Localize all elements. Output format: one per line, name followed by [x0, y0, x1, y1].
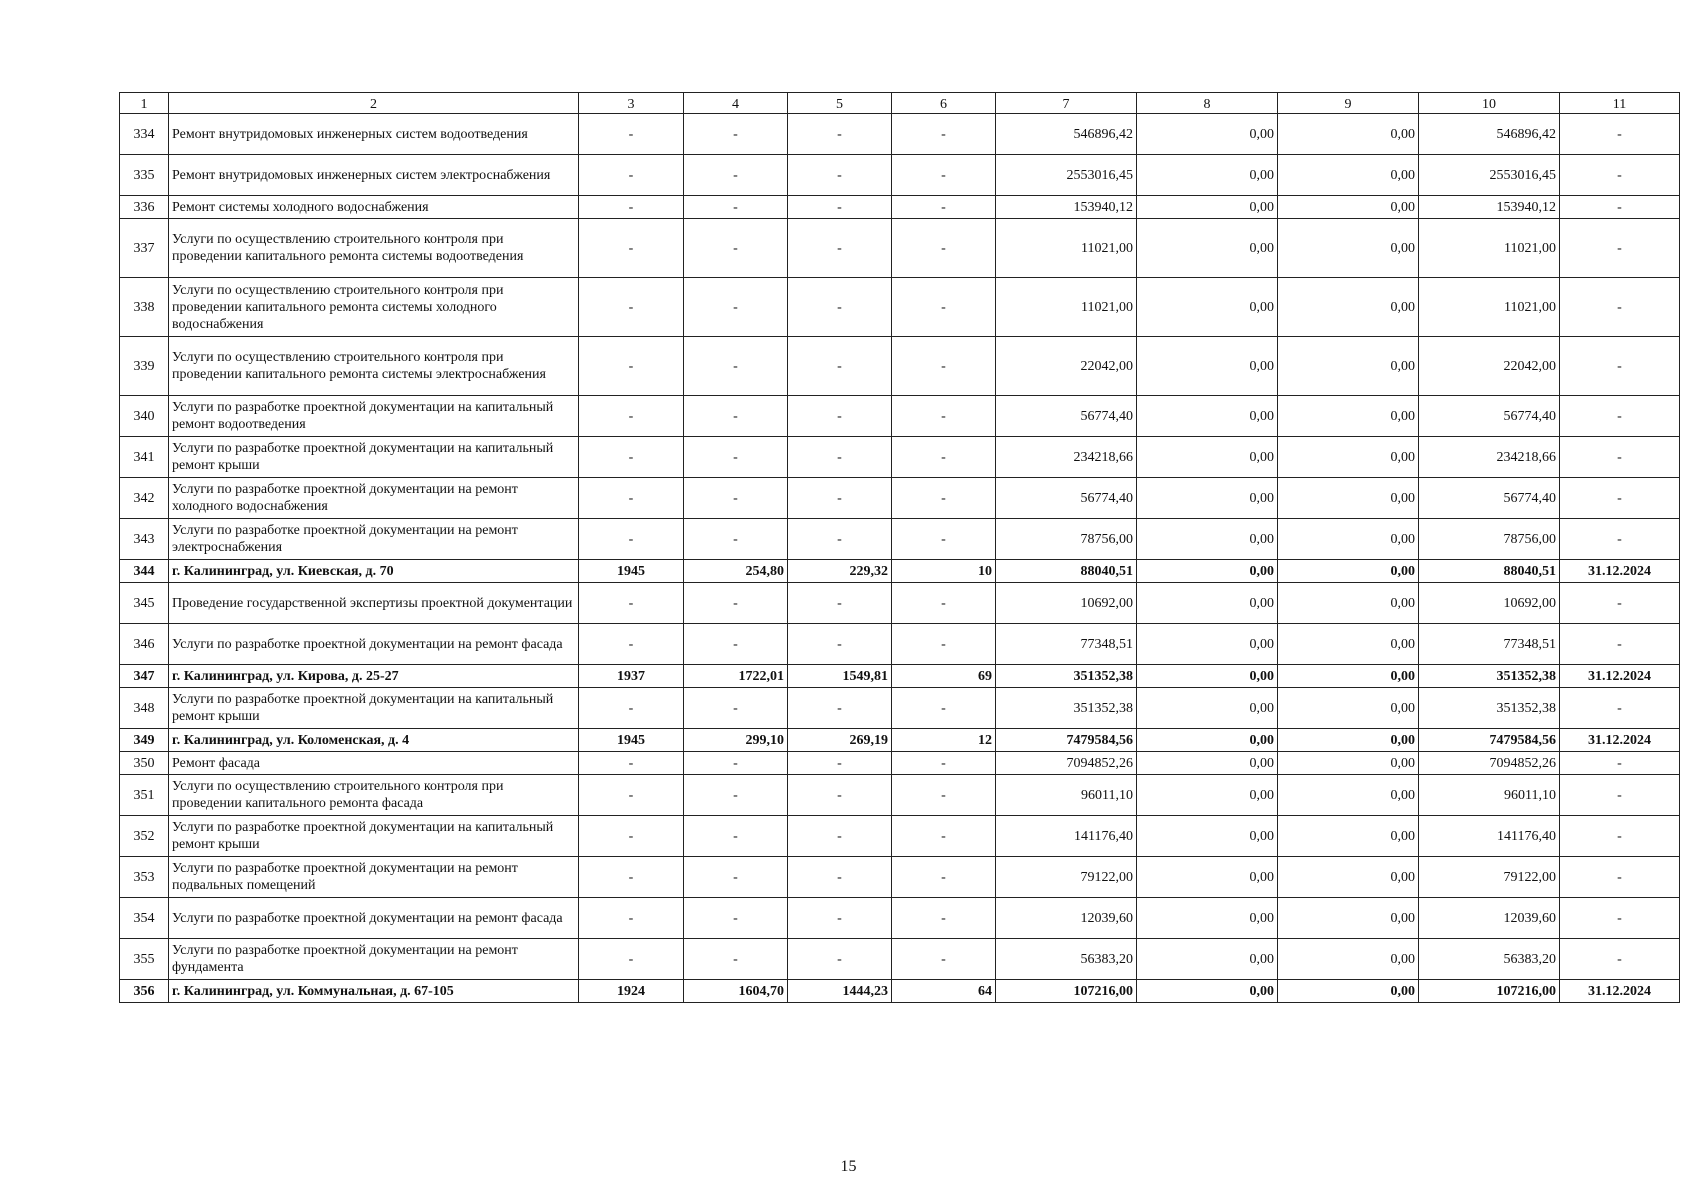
col-8-cell: 0,00: [1137, 688, 1278, 729]
row-number: 349: [120, 729, 169, 752]
table-row: [120, 583, 1680, 624]
col-6-cell: -: [892, 519, 996, 560]
table-row: [120, 560, 1680, 583]
col-3-cell: 1924: [579, 980, 684, 1003]
table-row: [120, 688, 1680, 729]
work-description: г. Калининград, ул. Коломенская, д. 4: [169, 729, 579, 752]
col-10-cell: 78756,00: [1419, 519, 1560, 560]
col-4-cell: -: [684, 478, 788, 519]
col-6-cell: -: [892, 278, 996, 337]
work-description: Услуги по разработке проектной документации на ремонт холодного водоснабжения: [169, 478, 579, 519]
col-8-cell: 0,00: [1137, 980, 1278, 1003]
row-number: 337: [120, 219, 169, 278]
col-9-cell: 0,00: [1278, 478, 1419, 519]
work-description: Услуги по разработке проектной документации на ремонт фасада: [169, 898, 579, 939]
col-11-cell: -: [1560, 816, 1680, 857]
col-11-cell: -: [1560, 114, 1680, 155]
work-description: Услуги по осуществлению строительного контроля при проведении капитального ремонта системы водоотведения: [169, 219, 579, 278]
col-3-cell: -: [579, 752, 684, 775]
row-number: 353: [120, 857, 169, 898]
table-row: [120, 775, 1680, 816]
row-number: 341: [120, 437, 169, 478]
col-8-cell: 0,00: [1137, 939, 1278, 980]
header-cell: 7: [996, 93, 1137, 114]
col-6-cell: -: [892, 155, 996, 196]
col-8-cell: 0,00: [1137, 278, 1278, 337]
col-9-cell: 0,00: [1278, 155, 1419, 196]
col-7-cell: 12039,60: [996, 898, 1137, 939]
table-row: [120, 437, 1680, 478]
col-6-cell: -: [892, 437, 996, 478]
col-7-cell: 11021,00: [996, 219, 1137, 278]
col-9-cell: 0,00: [1278, 337, 1419, 396]
table-row: [120, 898, 1680, 939]
row-number: 342: [120, 478, 169, 519]
col-8-cell: 0,00: [1137, 898, 1278, 939]
work-description: г. Калининград, ул. Коммунальная, д. 67-105: [169, 980, 579, 1003]
col-8-cell: 0,00: [1137, 437, 1278, 478]
col-4-cell: -: [684, 939, 788, 980]
col-5-cell: -: [788, 155, 892, 196]
col-4-cell: -: [684, 775, 788, 816]
col-9-cell: 0,00: [1278, 857, 1419, 898]
work-description: г. Калининград, ул. Киевская, д. 70: [169, 560, 579, 583]
col-6-cell: 64: [892, 980, 996, 1003]
col-7-cell: 96011,10: [996, 775, 1137, 816]
col-3-cell: -: [579, 396, 684, 437]
col-5-cell: -: [788, 624, 892, 665]
col-3-cell: 1945: [579, 560, 684, 583]
col-11-cell: -: [1560, 898, 1680, 939]
col-8-cell: 0,00: [1137, 219, 1278, 278]
col-5-cell: -: [788, 278, 892, 337]
col-4-cell: -: [684, 816, 788, 857]
col-11-cell: -: [1560, 196, 1680, 219]
col-7-cell: 78756,00: [996, 519, 1137, 560]
col-9-cell: 0,00: [1278, 816, 1419, 857]
row-number: 348: [120, 688, 169, 729]
table-row: [120, 114, 1680, 155]
col-3-cell: -: [579, 583, 684, 624]
col-9-cell: 0,00: [1278, 519, 1419, 560]
col-5-cell: -: [788, 437, 892, 478]
col-8-cell: 0,00: [1137, 729, 1278, 752]
col-6-cell: -: [892, 624, 996, 665]
col-7-cell: 10692,00: [996, 583, 1137, 624]
row-number: 336: [120, 196, 169, 219]
row-number: 354: [120, 898, 169, 939]
col-4-cell: -: [684, 114, 788, 155]
repair-schedule-table: [119, 92, 1680, 1003]
col-9-cell: 0,00: [1278, 729, 1419, 752]
col-11-cell: -: [1560, 688, 1680, 729]
col-9-cell: 0,00: [1278, 980, 1419, 1003]
col-11-cell: -: [1560, 219, 1680, 278]
row-number: 339: [120, 337, 169, 396]
table-row: [120, 155, 1680, 196]
col-6-cell: -: [892, 816, 996, 857]
col-8-cell: 0,00: [1137, 337, 1278, 396]
work-description: Услуги по разработке проектной документации на ремонт электроснабжения: [169, 519, 579, 560]
col-4-cell: -: [684, 624, 788, 665]
col-7-cell: 88040,51: [996, 560, 1137, 583]
col-3-cell: -: [579, 816, 684, 857]
row-number: 340: [120, 396, 169, 437]
col-7-cell: 351352,38: [996, 665, 1137, 688]
col-6-cell: -: [892, 752, 996, 775]
col-4-cell: -: [684, 155, 788, 196]
table-row: [120, 752, 1680, 775]
col-6-cell: -: [892, 939, 996, 980]
table-row: [120, 337, 1680, 396]
table-row: [120, 278, 1680, 337]
col-5-cell: 229,32: [788, 560, 892, 583]
col-10-cell: 56383,20: [1419, 939, 1560, 980]
row-number: 334: [120, 114, 169, 155]
col-10-cell: 56774,40: [1419, 396, 1560, 437]
row-number: 344: [120, 560, 169, 583]
col-7-cell: 2553016,45: [996, 155, 1137, 196]
col-4-cell: -: [684, 752, 788, 775]
col-10-cell: 77348,51: [1419, 624, 1560, 665]
col-7-cell: 7094852,26: [996, 752, 1137, 775]
col-4-cell: -: [684, 219, 788, 278]
row-number: 338: [120, 278, 169, 337]
col-10-cell: 107216,00: [1419, 980, 1560, 1003]
col-7-cell: 56774,40: [996, 478, 1137, 519]
col-11-cell: -: [1560, 752, 1680, 775]
col-3-cell: -: [579, 898, 684, 939]
col-11-cell: -: [1560, 437, 1680, 478]
row-number: 351: [120, 775, 169, 816]
col-6-cell: -: [892, 583, 996, 624]
col-7-cell: 56774,40: [996, 396, 1137, 437]
col-5-cell: -: [788, 775, 892, 816]
row-number: 343: [120, 519, 169, 560]
col-10-cell: 546896,42: [1419, 114, 1560, 155]
col-6-cell: 69: [892, 665, 996, 688]
col-10-cell: 79122,00: [1419, 857, 1560, 898]
table-row: [120, 857, 1680, 898]
col-10-cell: 153940,12: [1419, 196, 1560, 219]
header-cell: 6: [892, 93, 996, 114]
col-9-cell: 0,00: [1278, 665, 1419, 688]
col-8-cell: 0,00: [1137, 665, 1278, 688]
col-8-cell: 0,00: [1137, 196, 1278, 219]
col-8-cell: 0,00: [1137, 396, 1278, 437]
col-10-cell: 88040,51: [1419, 560, 1560, 583]
col-4-cell: 254,80: [684, 560, 788, 583]
col-9-cell: 0,00: [1278, 396, 1419, 437]
col-11-cell: -: [1560, 519, 1680, 560]
col-3-cell: -: [579, 939, 684, 980]
col-3-cell: -: [579, 688, 684, 729]
col-9-cell: 0,00: [1278, 114, 1419, 155]
col-3-cell: -: [579, 478, 684, 519]
header-cell: 1: [120, 93, 169, 114]
col-6-cell: 12: [892, 729, 996, 752]
col-6-cell: -: [892, 219, 996, 278]
work-description: Услуги по разработке проектной документации на ремонт подвальных помещений: [169, 857, 579, 898]
col-7-cell: 141176,40: [996, 816, 1137, 857]
col-9-cell: 0,00: [1278, 898, 1419, 939]
work-description: Услуги по осуществлению строительного контроля при проведении капитального ремонта системы холодного водоснабжения: [169, 278, 579, 337]
col-4-cell: -: [684, 437, 788, 478]
col-10-cell: 22042,00: [1419, 337, 1560, 396]
row-number: 350: [120, 752, 169, 775]
col-6-cell: -: [892, 478, 996, 519]
col-8-cell: 0,00: [1137, 752, 1278, 775]
col-8-cell: 0,00: [1137, 775, 1278, 816]
work-description: г. Калининград, ул. Кирова, д. 25-27: [169, 665, 579, 688]
col-11-cell: -: [1560, 775, 1680, 816]
col-3-cell: -: [579, 519, 684, 560]
col-4-cell: 1604,70: [684, 980, 788, 1003]
table-row: [120, 665, 1680, 688]
col-8-cell: 0,00: [1137, 155, 1278, 196]
col-7-cell: 546896,42: [996, 114, 1137, 155]
col-9-cell: 0,00: [1278, 583, 1419, 624]
col-9-cell: 0,00: [1278, 560, 1419, 583]
table-row: [120, 816, 1680, 857]
col-7-cell: 11021,00: [996, 278, 1137, 337]
col-11-cell: -: [1560, 396, 1680, 437]
header-cell: 8: [1137, 93, 1278, 114]
col-11-cell: -: [1560, 583, 1680, 624]
col-5-cell: -: [788, 688, 892, 729]
table-row: [120, 729, 1680, 752]
col-6-cell: -: [892, 114, 996, 155]
col-7-cell: 153940,12: [996, 196, 1137, 219]
col-11-cell: 31.12.2024: [1560, 665, 1680, 688]
work-description: Услуги по разработке проектной документации на капитальный ремонт крыши: [169, 437, 579, 478]
col-8-cell: 0,00: [1137, 114, 1278, 155]
col-4-cell: -: [684, 278, 788, 337]
col-11-cell: -: [1560, 278, 1680, 337]
col-10-cell: 96011,10: [1419, 775, 1560, 816]
col-5-cell: -: [788, 396, 892, 437]
col-8-cell: 0,00: [1137, 857, 1278, 898]
work-description: Ремонт внутридомовых инженерных систем электроснабжения: [169, 155, 579, 196]
col-6-cell: 10: [892, 560, 996, 583]
work-description: Услуги по разработке проектной документации на ремонт фундамента: [169, 939, 579, 980]
col-10-cell: 2553016,45: [1419, 155, 1560, 196]
col-10-cell: 10692,00: [1419, 583, 1560, 624]
work-description: Услуги по осуществлению строительного контроля при проведении капитального ремонта фасада: [169, 775, 579, 816]
col-9-cell: 0,00: [1278, 775, 1419, 816]
table-row: [120, 196, 1680, 219]
header-cell: 5: [788, 93, 892, 114]
col-3-cell: 1937: [579, 665, 684, 688]
col-5-cell: -: [788, 114, 892, 155]
column-number-header: [120, 93, 1680, 114]
row-number: 356: [120, 980, 169, 1003]
col-4-cell: 1722,01: [684, 665, 788, 688]
col-3-cell: -: [579, 624, 684, 665]
col-10-cell: 7094852,26: [1419, 752, 1560, 775]
col-11-cell: -: [1560, 337, 1680, 396]
col-7-cell: 234218,66: [996, 437, 1137, 478]
col-7-cell: 22042,00: [996, 337, 1137, 396]
col-5-cell: -: [788, 857, 892, 898]
header-cell: 2: [169, 93, 579, 114]
col-6-cell: -: [892, 688, 996, 729]
col-10-cell: 12039,60: [1419, 898, 1560, 939]
row-number: 335: [120, 155, 169, 196]
col-11-cell: 31.12.2024: [1560, 560, 1680, 583]
col-10-cell: 7479584,56: [1419, 729, 1560, 752]
col-7-cell: 79122,00: [996, 857, 1137, 898]
col-3-cell: -: [579, 278, 684, 337]
table-row: [120, 980, 1680, 1003]
col-9-cell: 0,00: [1278, 939, 1419, 980]
col-5-cell: -: [788, 196, 892, 219]
col-8-cell: 0,00: [1137, 560, 1278, 583]
header-cell: 11: [1560, 93, 1680, 114]
col-5-cell: -: [788, 219, 892, 278]
col-6-cell: -: [892, 337, 996, 396]
col-10-cell: 351352,38: [1419, 688, 1560, 729]
work-description: Услуги по разработке проектной документации на ремонт фасада: [169, 624, 579, 665]
col-6-cell: -: [892, 857, 996, 898]
work-description: Ремонт внутридомовых инженерных систем водоотведения: [169, 114, 579, 155]
col-9-cell: 0,00: [1278, 196, 1419, 219]
row-number: 352: [120, 816, 169, 857]
col-3-cell: 1945: [579, 729, 684, 752]
col-6-cell: -: [892, 898, 996, 939]
col-11-cell: -: [1560, 857, 1680, 898]
col-5-cell: -: [788, 478, 892, 519]
col-4-cell: -: [684, 519, 788, 560]
col-10-cell: 351352,38: [1419, 665, 1560, 688]
col-4-cell: 299,10: [684, 729, 788, 752]
col-5-cell: 1549,81: [788, 665, 892, 688]
col-5-cell: 269,19: [788, 729, 892, 752]
col-6-cell: -: [892, 396, 996, 437]
col-9-cell: 0,00: [1278, 278, 1419, 337]
col-4-cell: -: [684, 688, 788, 729]
header-cell: 4: [684, 93, 788, 114]
col-3-cell: -: [579, 775, 684, 816]
work-description: Услуги по разработке проектной документации на капитальный ремонт крыши: [169, 688, 579, 729]
table-row: [120, 939, 1680, 980]
col-3-cell: -: [579, 437, 684, 478]
col-10-cell: 234218,66: [1419, 437, 1560, 478]
row-number: 347: [120, 665, 169, 688]
col-4-cell: -: [684, 196, 788, 219]
col-5-cell: -: [788, 583, 892, 624]
col-7-cell: 77348,51: [996, 624, 1137, 665]
col-11-cell: -: [1560, 939, 1680, 980]
col-3-cell: -: [579, 196, 684, 219]
header-cell: 10: [1419, 93, 1560, 114]
work-description: Ремонт фасада: [169, 752, 579, 775]
col-10-cell: 11021,00: [1419, 278, 1560, 337]
table-row: [120, 219, 1680, 278]
header-cell: 3: [579, 93, 684, 114]
col-5-cell: -: [788, 337, 892, 396]
row-number: 345: [120, 583, 169, 624]
table-row: [120, 478, 1680, 519]
page-number: 15: [840, 1158, 857, 1175]
col-5-cell: -: [788, 816, 892, 857]
col-3-cell: -: [579, 155, 684, 196]
col-4-cell: -: [684, 857, 788, 898]
col-4-cell: -: [684, 396, 788, 437]
col-11-cell: 31.12.2024: [1560, 980, 1680, 1003]
work-description: Проведение государственной экспертизы проектной документации: [169, 583, 579, 624]
col-9-cell: 0,00: [1278, 437, 1419, 478]
col-10-cell: 141176,40: [1419, 816, 1560, 857]
col-9-cell: 0,00: [1278, 752, 1419, 775]
work-description: Услуги по осуществлению строительного контроля при проведении капитального ремонта системы электроснабжения: [169, 337, 579, 396]
col-8-cell: 0,00: [1137, 478, 1278, 519]
col-7-cell: 56383,20: [996, 939, 1137, 980]
col-11-cell: -: [1560, 155, 1680, 196]
col-10-cell: 56774,40: [1419, 478, 1560, 519]
col-7-cell: 107216,00: [996, 980, 1137, 1003]
col-11-cell: 31.12.2024: [1560, 729, 1680, 752]
col-4-cell: -: [684, 337, 788, 396]
row-number: 355: [120, 939, 169, 980]
col-3-cell: -: [579, 114, 684, 155]
col-9-cell: 0,00: [1278, 219, 1419, 278]
col-4-cell: -: [684, 583, 788, 624]
col-3-cell: -: [579, 857, 684, 898]
work-description: Услуги по разработке проектной документации на капитальный ремонт водоотведения: [169, 396, 579, 437]
col-7-cell: 7479584,56: [996, 729, 1137, 752]
work-description: Услуги по разработке проектной документации на капитальный ремонт крыши: [169, 816, 579, 857]
col-6-cell: -: [892, 775, 996, 816]
col-10-cell: 11021,00: [1419, 219, 1560, 278]
col-3-cell: -: [579, 337, 684, 396]
col-8-cell: 0,00: [1137, 583, 1278, 624]
col-5-cell: -: [788, 898, 892, 939]
col-9-cell: 0,00: [1278, 624, 1419, 665]
col-9-cell: 0,00: [1278, 688, 1419, 729]
col-8-cell: 0,00: [1137, 519, 1278, 560]
col-11-cell: -: [1560, 624, 1680, 665]
work-description: Ремонт системы холодного водоснабжения: [169, 196, 579, 219]
col-5-cell: -: [788, 752, 892, 775]
row-number: 346: [120, 624, 169, 665]
col-11-cell: -: [1560, 478, 1680, 519]
table-row: [120, 624, 1680, 665]
col-4-cell: -: [684, 898, 788, 939]
col-5-cell: -: [788, 519, 892, 560]
col-5-cell: -: [788, 939, 892, 980]
table-row: [120, 519, 1680, 560]
col-7-cell: 351352,38: [996, 688, 1137, 729]
col-3-cell: -: [579, 219, 684, 278]
col-6-cell: -: [892, 196, 996, 219]
col-8-cell: 0,00: [1137, 816, 1278, 857]
header-cell: 9: [1278, 93, 1419, 114]
col-5-cell: 1444,23: [788, 980, 892, 1003]
table-row: [120, 396, 1680, 437]
col-8-cell: 0,00: [1137, 624, 1278, 665]
